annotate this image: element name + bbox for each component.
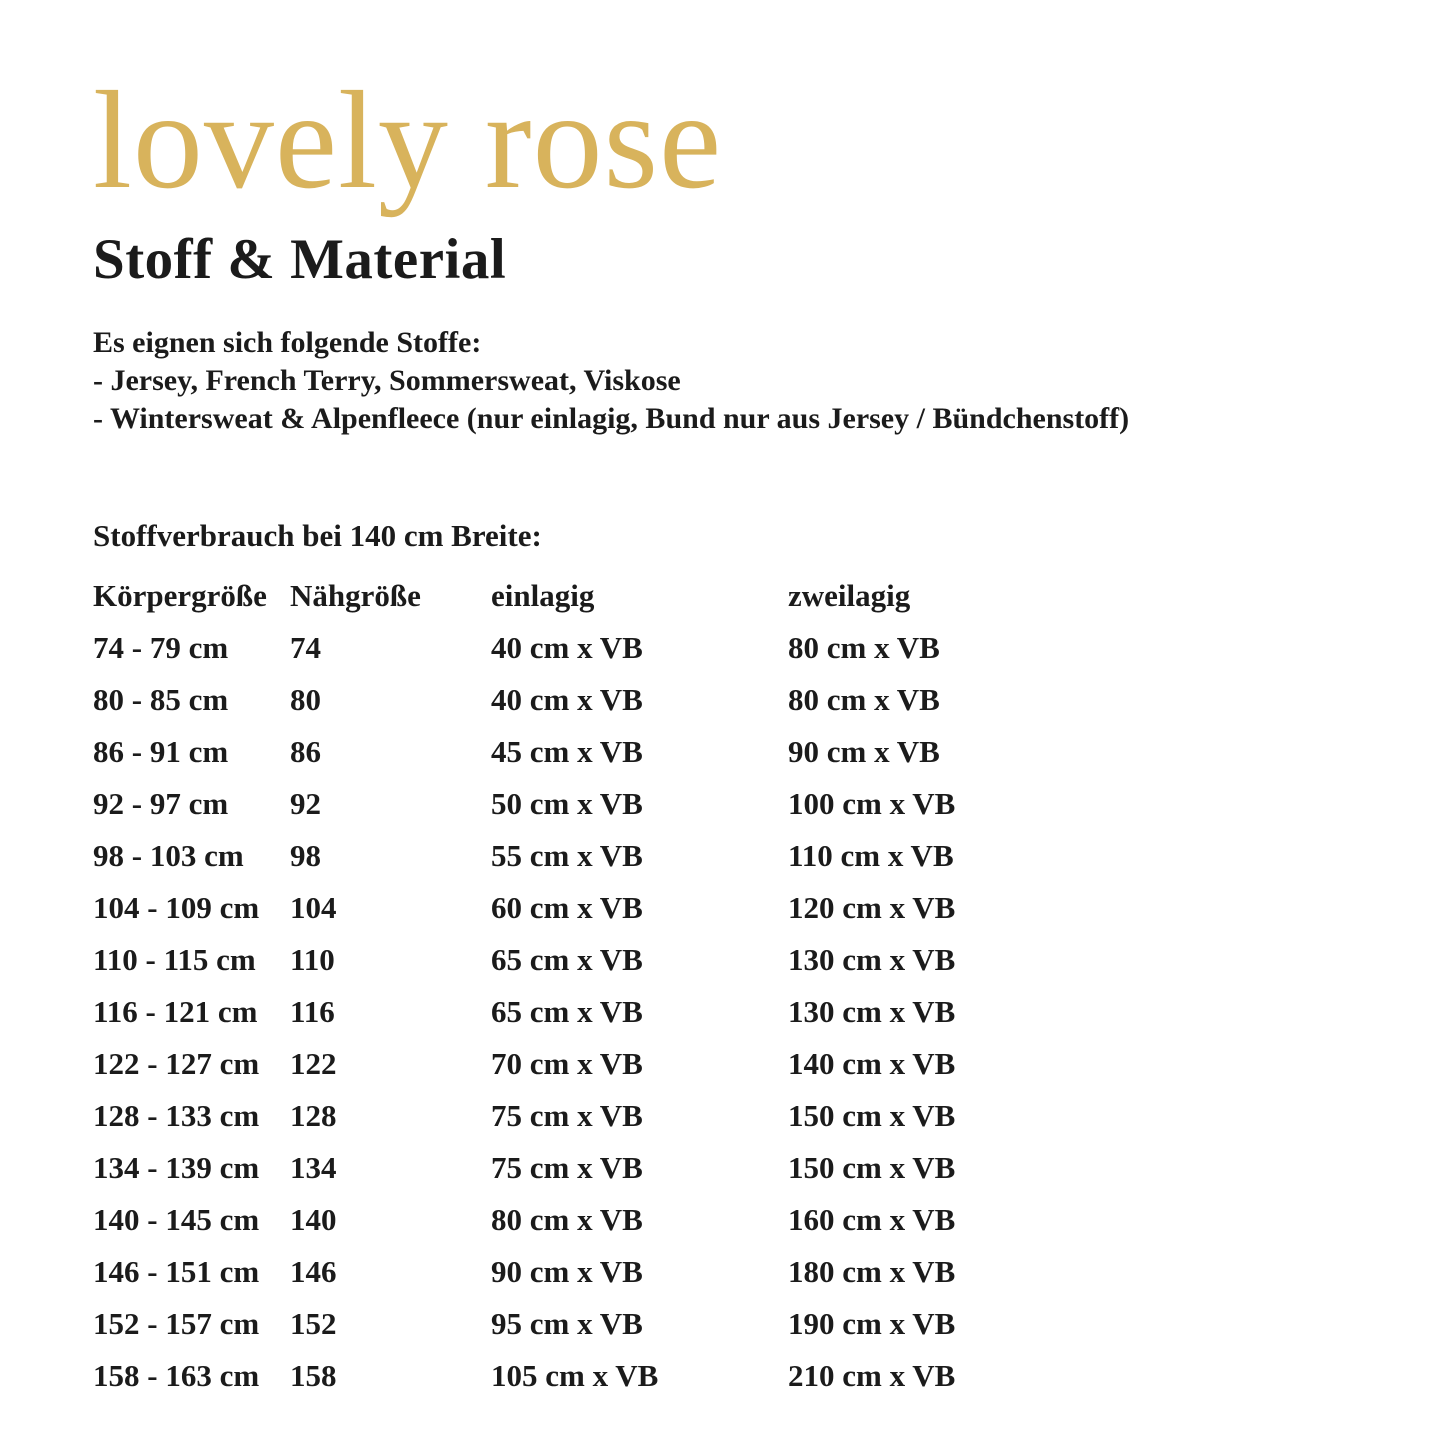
table-row <box>93 934 1405 986</box>
table-cell: 50 cm x VB <box>491 786 643 822</box>
table-cell: 158 <box>290 1358 337 1394</box>
table-cell: 104 <box>290 890 337 926</box>
table-cell: 180 cm x VB <box>788 1254 956 1290</box>
table-cell: 190 cm x VB <box>788 1306 956 1342</box>
table-cell: 65 cm x VB <box>491 994 643 1030</box>
table-cell: 152 - 157 cm <box>93 1306 260 1342</box>
table-row <box>93 674 1405 726</box>
table-cell: 134 <box>290 1150 337 1186</box>
table-cell: 92 - 97 cm <box>93 786 229 822</box>
table-cell: 80 - 85 cm <box>93 682 229 718</box>
section-heading: Stoff & Material <box>93 228 507 291</box>
column-header-naehgroesse: Nähgröße <box>290 578 421 614</box>
table-cell: 75 cm x VB <box>491 1098 643 1134</box>
table-cell: 134 - 139 cm <box>93 1150 260 1186</box>
table-cell: 150 cm x VB <box>788 1150 956 1186</box>
table-cell: 100 cm x VB <box>788 786 956 822</box>
table-cell: 105 cm x VB <box>491 1358 659 1394</box>
intro-line: - Jersey, French Terry, Sommersweat, Viskose <box>93 364 681 398</box>
table-cell: 60 cm x VB <box>491 890 643 926</box>
table-cell: 150 cm x VB <box>788 1098 956 1134</box>
table-cell: 45 cm x VB <box>491 734 643 770</box>
table-cell: 128 <box>290 1098 337 1134</box>
table-cell: 104 - 109 cm <box>93 890 260 926</box>
table-caption: Stoffverbrauch bei 140 cm Breite: <box>93 518 542 554</box>
table-cell: 92 <box>290 786 321 822</box>
table-row <box>93 726 1405 778</box>
table-cell: 110 <box>290 942 335 978</box>
table-cell: 55 cm x VB <box>491 838 643 874</box>
table-cell: 75 cm x VB <box>491 1150 643 1186</box>
table-cell: 98 - 103 cm <box>93 838 244 874</box>
table-row <box>93 622 1405 674</box>
table-cell: 160 cm x VB <box>788 1202 956 1238</box>
table-cell: 122 - 127 cm <box>93 1046 260 1082</box>
table-cell: 146 <box>290 1254 337 1290</box>
table-cell: 110 - 115 cm <box>93 942 256 978</box>
brand-title: lovely rose <box>93 63 723 218</box>
table-cell: 65 cm x VB <box>491 942 643 978</box>
table-row <box>93 1194 1405 1246</box>
table-cell: 140 cm x VB <box>788 1046 956 1082</box>
table-row <box>93 1350 1405 1402</box>
table-row <box>93 1246 1405 1298</box>
table-cell: 80 cm x VB <box>491 1202 643 1238</box>
table-row <box>93 1142 1405 1194</box>
table-cell: 74 - 79 cm <box>93 630 229 666</box>
column-header-zweilagig: zweilagig <box>788 578 911 614</box>
table-cell: 158 - 163 cm <box>93 1358 260 1394</box>
column-header-koerpergroesse: Körpergröße <box>93 578 267 614</box>
table-row <box>93 1298 1405 1350</box>
table-cell: 95 cm x VB <box>491 1306 643 1342</box>
table-cell: 116 <box>290 994 335 1030</box>
table-row <box>93 778 1405 830</box>
table-cell: 90 cm x VB <box>491 1254 643 1290</box>
table-cell: 40 cm x VB <box>491 682 643 718</box>
fabric-table-body <box>93 622 1405 1402</box>
table-cell: 128 - 133 cm <box>93 1098 260 1134</box>
table-cell: 70 cm x VB <box>491 1046 643 1082</box>
table-row <box>93 986 1405 1038</box>
table-cell: 80 cm x VB <box>788 682 940 718</box>
table-cell: 152 <box>290 1306 337 1342</box>
table-cell: 80 cm x VB <box>788 630 940 666</box>
table-cell: 210 cm x VB <box>788 1358 956 1394</box>
table-cell: 86 - 91 cm <box>93 734 229 770</box>
table-row <box>93 1090 1405 1142</box>
column-header-einlagig: einlagig <box>491 578 595 614</box>
table-cell: 90 cm x VB <box>788 734 940 770</box>
fabric-intro <box>93 324 1405 438</box>
table-row <box>93 882 1405 934</box>
table-cell: 140 <box>290 1202 337 1238</box>
table-cell: 130 cm x VB <box>788 994 956 1030</box>
table-cell: 146 - 151 cm <box>93 1254 260 1290</box>
table-cell: 130 cm x VB <box>788 942 956 978</box>
table-row <box>93 830 1405 882</box>
table-header-row <box>93 570 1405 622</box>
fabric-table <box>93 570 1405 1402</box>
table-cell: 74 <box>290 630 321 666</box>
table-cell: 116 - 121 cm <box>93 994 258 1030</box>
table-cell: 122 <box>290 1046 337 1082</box>
table-cell: 80 <box>290 682 321 718</box>
table-row <box>93 1038 1405 1090</box>
intro-line: Es eignen sich folgende Stoffe: <box>93 326 482 360</box>
table-cell: 140 - 145 cm <box>93 1202 260 1238</box>
table-cell: 98 <box>290 838 321 874</box>
table-cell: 40 cm x VB <box>491 630 643 666</box>
table-cell: 110 cm x VB <box>788 838 954 874</box>
intro-line: - Wintersweat & Alpenfleece (nur einlagig, Bund nur aus Jersey / Bündchenstoff) <box>93 402 1130 436</box>
table-cell: 120 cm x VB <box>788 890 956 926</box>
table-cell: 86 <box>290 734 321 770</box>
